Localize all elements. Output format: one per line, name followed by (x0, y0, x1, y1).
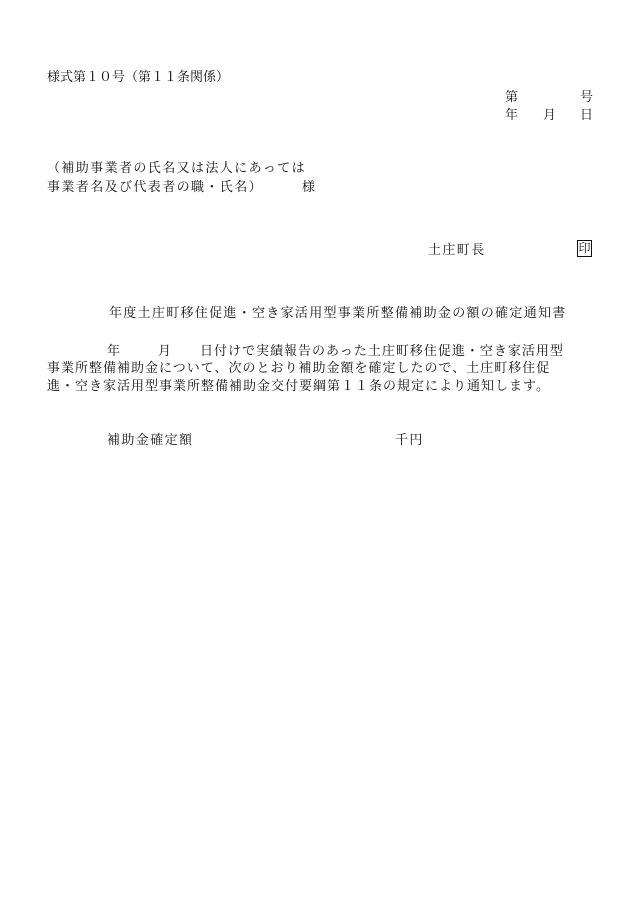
date-day: 日 (580, 108, 594, 123)
document-number-label: 第 (505, 90, 519, 105)
amount-unit: 千円 (395, 433, 424, 448)
form-number: 様式第１０号（第１１条関係） (47, 70, 230, 85)
body-line-1: 日付けで実績報告のあった土庄町移住促進・空き家活用型 (200, 344, 564, 359)
addressee-honorific: 様 (302, 180, 316, 195)
date-month: 月 (543, 108, 557, 123)
document-number-suffix: 号 (580, 90, 594, 105)
body-year: 年 (107, 344, 121, 359)
addressee-line-2: 事業者名及び代表者の職・氏名） (47, 180, 264, 195)
date-year: 年 (505, 108, 519, 123)
seal-mark: 印 (578, 241, 591, 255)
amount-label: 補助金確定額 (107, 433, 194, 448)
body-line-2: 事業所整備補助金について、次のとおり補助金額を確定したので、土庄町移住促 (47, 361, 551, 376)
body-month: 月 (158, 344, 172, 359)
addressee-line-1: （補助事業者の氏名又は法人にあっては (47, 161, 307, 176)
body-line-3: 進・空き家活用型事業所整備補助金交付要綱第１１条の規定により通知します。 (47, 379, 550, 394)
issuer-title: 土庄町長 (428, 243, 486, 258)
document-title: 年度土庄町移住促進・空き家活用型事業所整備補助金の額の確定通知書 (109, 306, 567, 321)
